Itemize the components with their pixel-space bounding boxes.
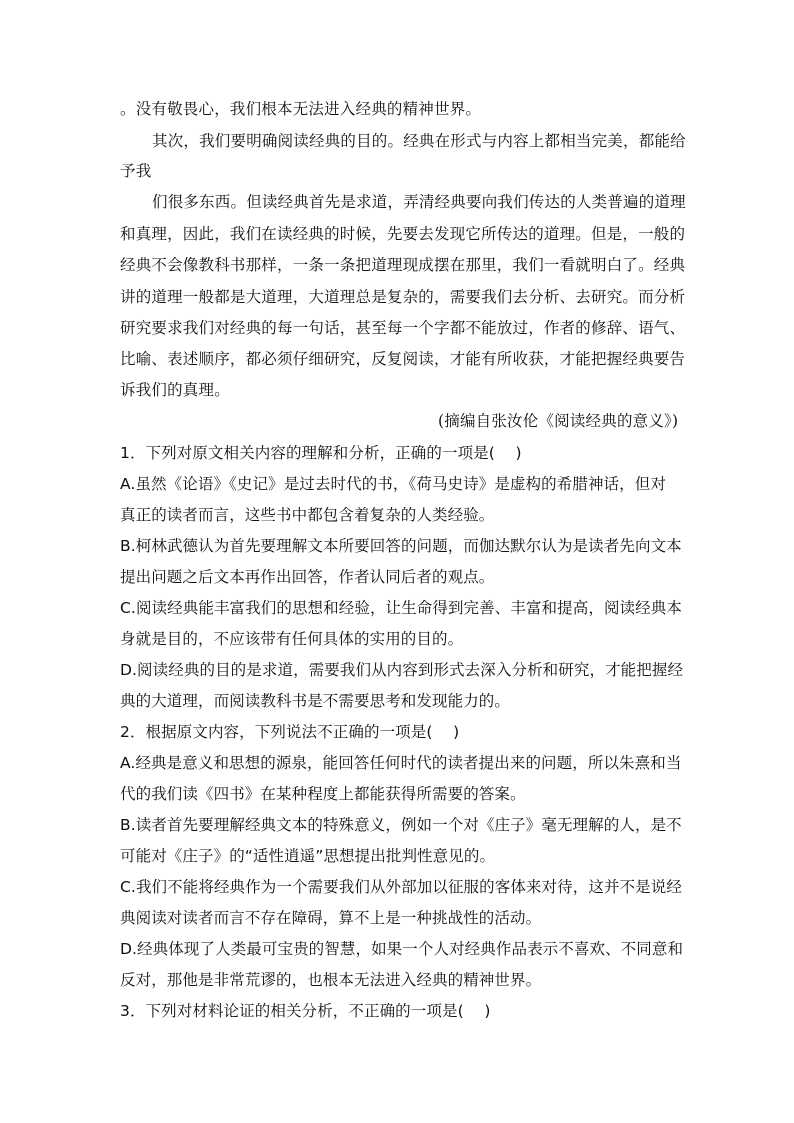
option-line: 典阅读对读者而言不存在障碍，算不上是一种挑战性的活动。: [120, 909, 542, 927]
passage-line: 研究要求我们对经典的每一句话，甚至每一个字都不能放过，作者的修辞、语气、: [120, 319, 686, 337]
passage-line: 予我: [120, 162, 152, 180]
option-line: A.经典是意义和思想的源泉，能回答任何时代的读者提出来的问题，所以朱熹和当: [120, 754, 682, 772]
option-line: A.虽然《论语》《史记》是过去时代的书，《荷马史诗》是虚构的希腊神话，但对: [120, 475, 666, 493]
option-line: B.读者首先要理解经典文本的特殊意义，例如一个对《庄子》毫无理解的人，是不: [120, 816, 682, 834]
option-line: 典的大道理，而阅读教科书是不需要思考和发现能力的。: [120, 692, 511, 710]
passage-line: 其次，我们要明确阅读经典的目的。经典在形式与内容上都相当完美，都能给: [152, 132, 686, 150]
option-line: 代的我们读《四书》在某种程度上都能获得所需要的答案。: [120, 785, 526, 803]
passage-line: 讲的道理一般都是大道理，大道理总是复杂的，需要我们去分析、去研究。而分析: [120, 288, 686, 306]
option-line: 真正的读者而言，这些书中都包含着复杂的人类经验。: [120, 506, 495, 524]
passage-source: (摘编自张汝伦《阅读经典的意义》): [438, 412, 679, 430]
question-stem: 2．根据原文内容，下列说法不正确的一项是( ): [120, 723, 460, 741]
option-line: 身就是目的，不应该带有任何具体的实用的目的。: [120, 630, 464, 648]
passage-line: 经典不会像教科书那样，一条一条把道理现成摆在那里，我们一看就明白了。经典: [120, 256, 686, 274]
option-line: C.我们不能将经典作为一个需要我们从外部加以征服的客体来对待，这并不是说经: [120, 878, 682, 896]
passage-line: 和真理，因此，我们在读经典的时候，先要去发现它所传达的道理。但是，一般的: [120, 225, 686, 243]
option-line: 提出问题之后文本再作出回答，作者认同后者的观点。: [120, 568, 495, 586]
passage-line: 诉我们的真理。: [120, 381, 230, 399]
question-stem: 3．下列对材料论证的相关分析，不正确的一项是( ): [120, 1002, 491, 1020]
option-line: 可能对《庄子》的“适性逍遥”思想提出批判性意见的。: [120, 847, 496, 865]
option-line: B.柯林武德认为首先要理解文本所要回答的问题，而伽达默尔认为是读者先向文本: [120, 537, 682, 555]
option-line: C.阅读经典能丰富我们的思想和经验，让生命得到完善、丰富和提高，阅读经典本: [120, 599, 682, 617]
option-line: D.经典体现了人类最可宝贵的智慧，如果一个人对经典作品表示不喜欢、不同意和: [120, 940, 684, 958]
option-line: D.阅读经典的目的是求道，需要我们从内容到形式去深入分析和研究，才能把握经: [120, 661, 684, 679]
passage-line: 比喻、表述顺序，都必须仔细研究，反复阅读，才能有所收获，才能把握经典要告: [120, 350, 686, 368]
passage-line: 们很多东西。但读经典首先是求道，弄清经典要向我们传达的人类普遍的道理: [152, 193, 686, 211]
question-stem: 1．下列对原文相关内容的理解和分析，正确的一项是( ): [120, 444, 522, 462]
passage-line: 。没有敬畏心，我们根本无法进入经典的精神世界。: [120, 100, 482, 118]
option-line: 反对，那他是非常荒谬的，也根本无法进入经典的精神世界。: [120, 971, 542, 989]
